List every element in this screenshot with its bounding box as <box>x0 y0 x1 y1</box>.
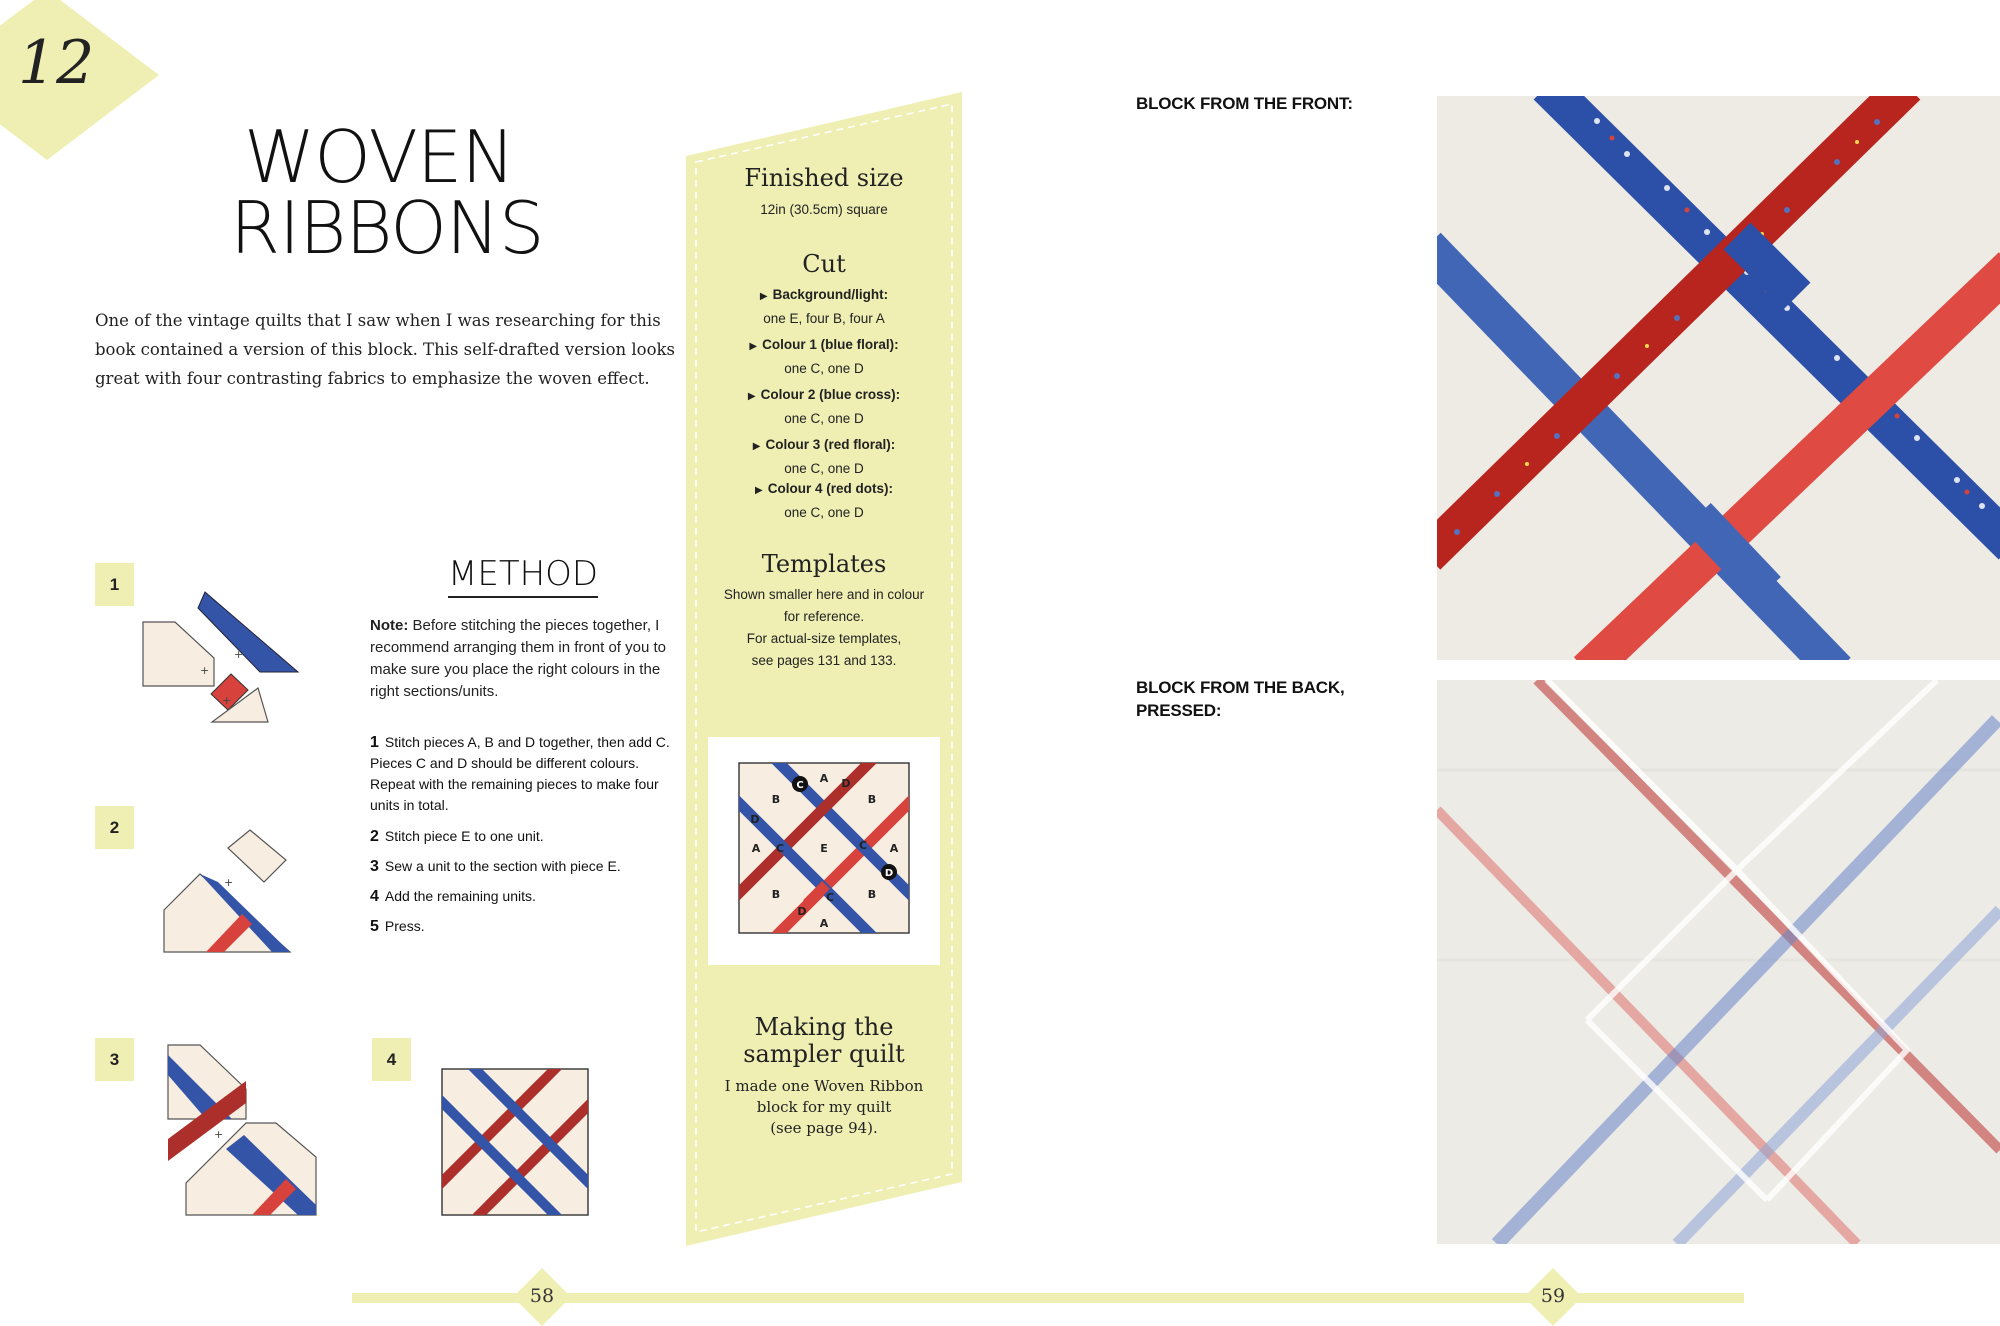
making-text: I made one Woven Ribbon block for my quilt (see page 94). <box>724 1077 924 1137</box>
diagram-step-2 <box>160 826 300 956</box>
template-label-e: E <box>820 842 828 855</box>
template-label-c: C <box>796 780 804 791</box>
method-note <box>370 615 670 703</box>
template-label-b: B <box>867 793 877 806</box>
step-text: Add the remaining units. <box>384 888 536 904</box>
finished-size-heading: Finished size <box>744 164 904 192</box>
templates-heading: Templates <box>761 550 887 578</box>
instruction-step-5 <box>370 916 670 937</box>
cut-item-2: ▶ Colour 1 (blue floral): one C, one D <box>749 337 899 376</box>
step-text: Press. <box>384 918 425 934</box>
instruction-step-4 <box>370 886 670 907</box>
step-text: Sew a unit to the section with piece E. <box>384 858 621 874</box>
template-label-a: A <box>889 842 899 855</box>
template-label-d: D <box>797 905 807 918</box>
triangle-bullet-icon: ▶ <box>755 485 763 496</box>
template-label-c: C <box>858 839 868 852</box>
svg-text:+: + <box>200 664 210 677</box>
chapter-number: 12 <box>18 28 95 98</box>
step-number: 1 <box>370 734 379 751</box>
making-heading: Making the sampler quilt <box>743 1013 905 1068</box>
cut-heading: Cut <box>802 250 846 278</box>
instruction-step-1 <box>370 732 670 816</box>
note-label: Note: <box>370 617 409 634</box>
template-label-a: A <box>819 917 829 930</box>
cut-item-5: ▶ Colour 4 (red dots): one C, one D <box>755 481 893 520</box>
step-badge-3: 3 <box>95 1038 134 1081</box>
page-title-line1: WOVEN <box>244 115 515 199</box>
step-text: Stitch pieces A, B and D together, then add C. Pieces C and D should be different colours. Repeat with the remaining pieces to make four units in total. <box>370 734 670 813</box>
step-badge-2: 2 <box>95 806 134 849</box>
step-badge-4: 4 <box>372 1038 411 1081</box>
triangle-bullet-icon: ▶ <box>752 441 761 452</box>
template-diagram <box>708 737 940 965</box>
cut-item-3: ▶ Colour 2 (blue cross): one C, one D <box>747 387 901 426</box>
method-heading: METHOD <box>448 554 598 598</box>
svg-text:+: + <box>234 648 244 661</box>
cut-item-4: ▶ Colour 3 (red floral): one C, one D <box>752 437 896 476</box>
template-label-a: A <box>819 772 829 785</box>
triangle-bullet-icon: ▶ <box>759 291 768 302</box>
template-label-d: D <box>884 868 894 879</box>
diagram-step-1 <box>138 590 308 726</box>
intro-paragraph: One of the vintage quilts that I saw when I was researching for this book contained a version of this block. This self-drafted version looks great with four contrasting fabrics to emphasize the woven effect. <box>95 311 676 388</box>
template-label-c: C <box>775 842 785 855</box>
step-number: 5 <box>370 918 379 935</box>
diagram-step-4 <box>441 1068 589 1216</box>
triangle-bullet-icon: ▶ <box>749 341 758 352</box>
step-text: Stitch piece E to one unit. <box>384 828 544 844</box>
block-front-photo <box>1437 96 2000 660</box>
template-label-b: B <box>771 793 781 806</box>
step-number: 2 <box>370 828 379 845</box>
page-number-left: 58 <box>529 1285 555 1307</box>
step-badge-1: 1 <box>95 563 134 606</box>
note-text: Before stitching the pieces together, I recommend arranging them in front of you to make sure you place the right colours in the right sections/units. <box>370 617 666 700</box>
template-label-d: D <box>750 813 760 826</box>
cut-item-1: ▶ Background/light: one E, four B, four A <box>759 287 889 326</box>
svg-text:+: + <box>222 694 232 707</box>
back-photo-caption: BLOCK FROM THE BACK, PRESSED: <box>1136 678 1345 720</box>
instruction-step-2 <box>370 826 670 847</box>
page-title-line2: RIBBONS <box>230 186 544 270</box>
svg-text:+: + <box>214 1128 224 1141</box>
instruction-step-3 <box>370 856 670 877</box>
svg-text:+: + <box>224 876 234 889</box>
template-label-b: B <box>771 888 781 901</box>
page-number-right: 59 <box>1540 1285 1566 1307</box>
template-label-a: A <box>751 842 761 855</box>
templates-text: Shown smaller here and in colour for reference. For actual-size templates, see pages 131 and 133. <box>723 587 925 668</box>
step-number: 4 <box>370 888 379 905</box>
block-back-photo <box>1437 680 2000 1244</box>
diagram-step-3 <box>166 1043 318 1217</box>
front-photo-caption: BLOCK FROM THE FRONT: <box>1136 94 1353 113</box>
finished-size-value: 12in (30.5cm) square <box>760 202 888 217</box>
triangle-bullet-icon: ▶ <box>747 391 756 402</box>
step-number: 3 <box>370 858 379 875</box>
template-label-b: B <box>867 888 877 901</box>
template-label-c: C <box>825 891 835 904</box>
template-label-d: D <box>841 777 851 790</box>
